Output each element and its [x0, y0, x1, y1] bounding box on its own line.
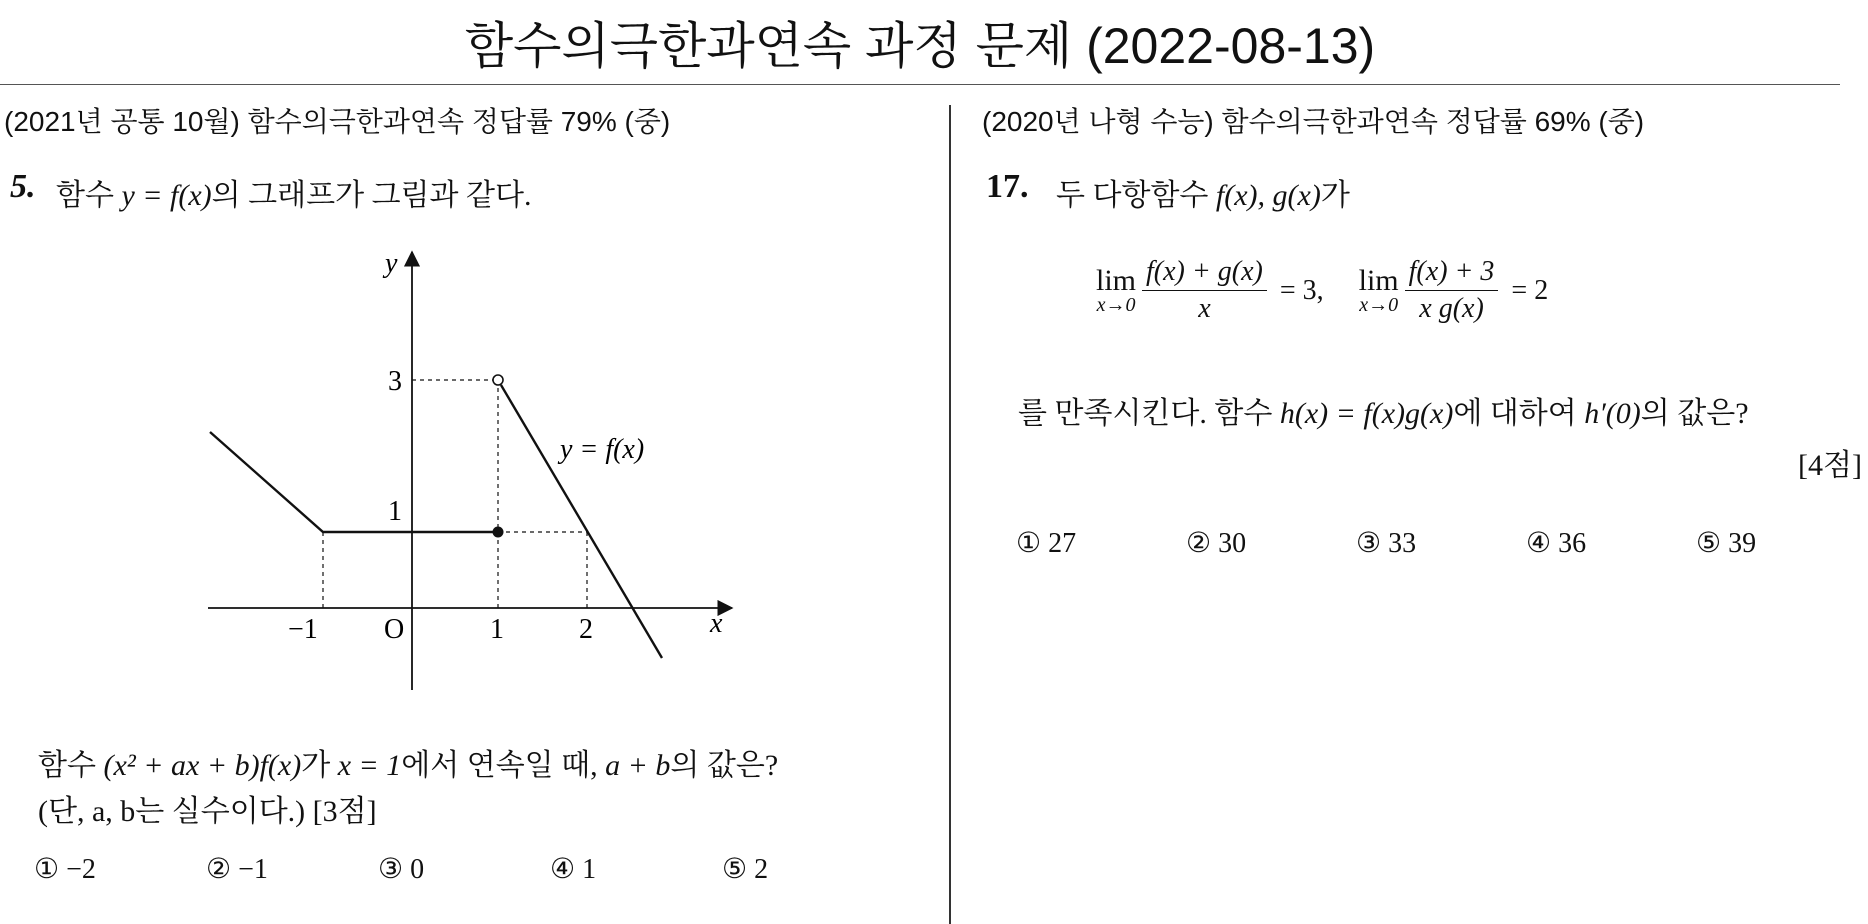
limit-1-lim: lim	[1096, 264, 1137, 297]
limit-1-numerator: f(x) + g(x)	[1142, 256, 1267, 291]
limit-2-operator	[1359, 264, 1399, 317]
right-q-math-h: h(x) = f(x)g(x)	[1279, 397, 1454, 430]
limit-2-lim: lim	[1358, 264, 1399, 297]
left-problem-source: (2021년 공통 10월) 함수의극한과연속 정답률 79% (중)	[4, 106, 671, 137]
limit-1-sub: x→0	[1096, 294, 1136, 316]
y-axis-label: y	[385, 248, 398, 279]
left-intro-math: y = f(x)	[121, 179, 212, 212]
right-q-text-c: 의 값은?	[1640, 397, 1749, 430]
left-q-text-c: 에서 연속일 때,	[401, 749, 606, 782]
left-q-text-b: 가	[301, 749, 338, 782]
right-intro-math: f(x), g(x)	[1215, 179, 1321, 212]
limit-1-operator	[1096, 264, 1136, 317]
right-choice-4[interactable]: ④ 36	[1526, 528, 1587, 559]
right-intro-text-a: 두 다항함수	[1056, 179, 1216, 212]
origin-label: O	[384, 614, 405, 645]
right-choice-3[interactable]: ③ 33	[1356, 528, 1417, 559]
right-problem-intro	[1056, 170, 1350, 214]
left-choice-3[interactable]: ③ 0	[378, 854, 425, 885]
x-axis-label: x	[710, 608, 723, 639]
curve-left-segment	[210, 432, 498, 532]
limit-1-denominator: x	[1198, 293, 1211, 324]
left-q-math-ab: a + b	[605, 749, 671, 782]
closed-point	[493, 527, 504, 538]
y-tick-3: 3	[388, 366, 402, 397]
right-intro-text-b: 가	[1320, 179, 1350, 212]
left-choice-2[interactable]: ② −1	[206, 854, 268, 885]
left-choice-4[interactable]: ④ 1	[550, 854, 597, 885]
limit-2-fraction	[1405, 256, 1499, 325]
limit-1-fraction	[1142, 256, 1267, 325]
right-choice-5[interactable]: ⑤ 39	[1696, 528, 1757, 559]
x-tick-minus1: −1	[288, 614, 318, 645]
function-graph	[180, 240, 760, 700]
x-tick-2: 2	[579, 614, 593, 645]
left-q-math-expr: (x² + ax + b)f(x)	[103, 749, 302, 782]
left-intro-text-a: 함수	[56, 179, 122, 212]
column-divider	[949, 105, 951, 924]
y-tick-1: 1	[388, 496, 402, 527]
left-q-text-a: 함수	[38, 749, 104, 782]
limit-2-denominator: x g(x)	[1419, 293, 1484, 324]
limit-2-numerator: f(x) + 3	[1405, 256, 1499, 291]
left-problem-number: 5.	[10, 168, 36, 205]
x-tick-1: 1	[490, 614, 504, 645]
left-problem-intro	[56, 170, 531, 214]
open-point	[493, 375, 503, 385]
left-question-line2: (단, a, b는 실수이다.) [3점]	[38, 795, 377, 828]
left-choice-5[interactable]: ⑤ 2	[722, 854, 769, 885]
right-q-text-b: 에 대하여	[1453, 397, 1585, 430]
left-q-math-x1: x = 1	[337, 749, 402, 782]
right-points: [4점]	[1798, 449, 1862, 482]
left-intro-text-b: 의 그래프가 그림과 같다.	[211, 179, 532, 212]
page-title: 함수의극한과연속 과정 문제 (2022-08-13)	[464, 18, 1376, 74]
right-question-line	[1018, 388, 1749, 432]
curve-label: y = f(x)	[560, 434, 645, 465]
right-problem-number: 17.	[986, 168, 1029, 205]
right-problem-source: (2020년 나형 수능) 함수의극한과연속 정답률 69% (중)	[982, 106, 1645, 137]
left-choice-1[interactable]: ① −2	[34, 854, 96, 885]
right-q-math-hprime: h′(0)	[1584, 397, 1641, 430]
limit-1-rhs: = 3,	[1279, 274, 1324, 306]
right-q-text-a: 를 만족시킨다. 함수	[1018, 397, 1280, 430]
title-divider	[0, 84, 1840, 85]
limit-2-rhs: = 2	[1511, 274, 1549, 306]
left-question-line1	[38, 740, 778, 784]
right-choice-2[interactable]: ② 30	[1186, 528, 1247, 559]
right-choice-1[interactable]: ① 27	[1016, 528, 1077, 559]
limit-conditions	[1096, 256, 1548, 325]
limit-2-sub: x→0	[1359, 294, 1399, 316]
left-q-text-d: 의 값은?	[670, 749, 779, 782]
